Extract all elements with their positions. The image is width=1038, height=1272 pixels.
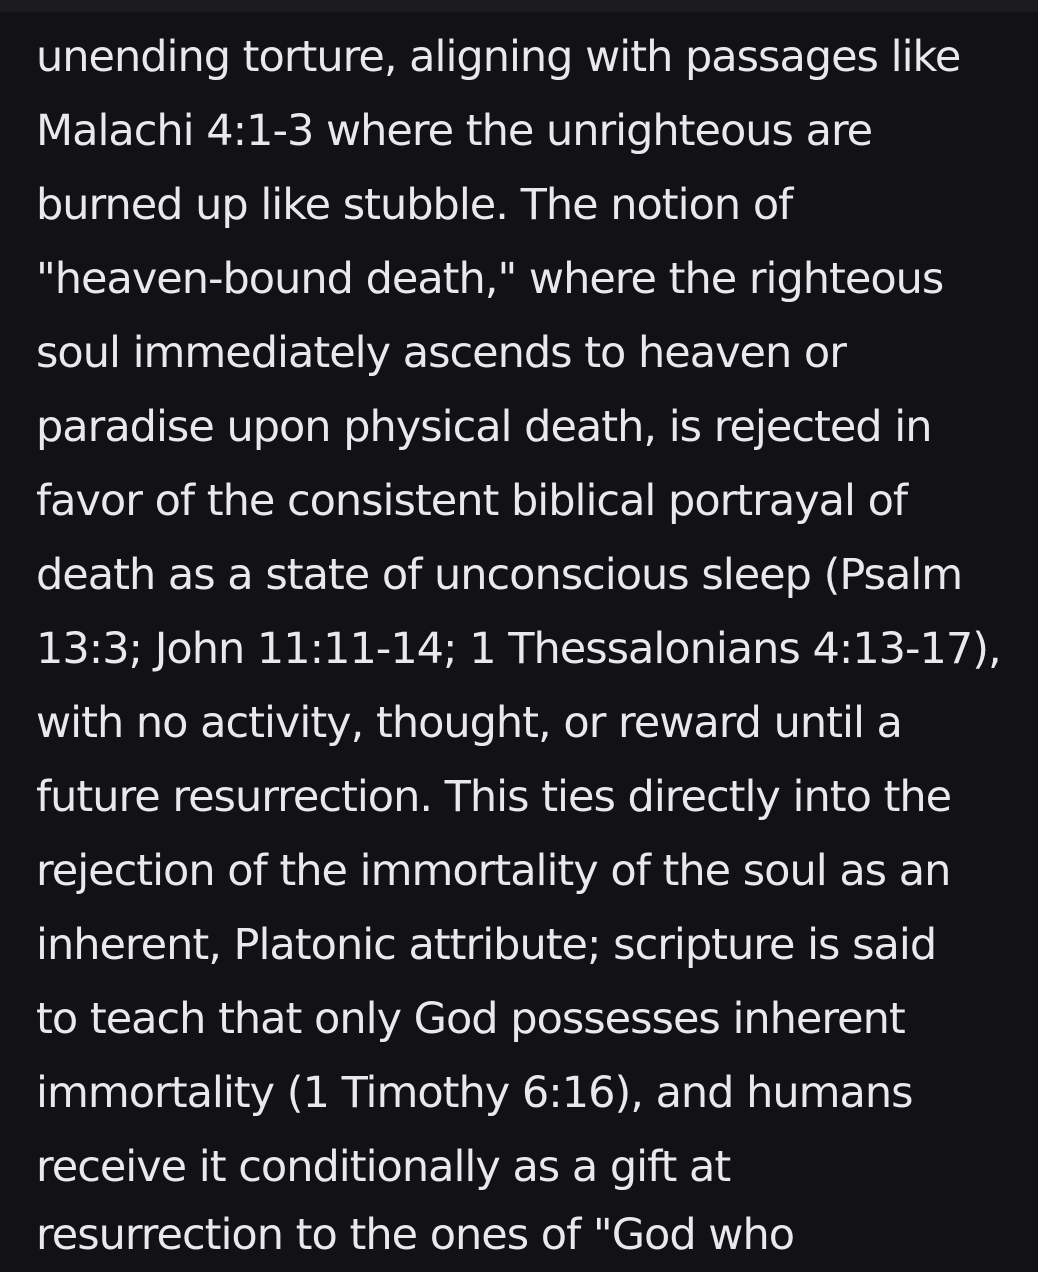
text-line: death as a state of unconscious sleep (Psalm	[36, 550, 963, 600]
text-line: rejection of the immortality of the soul as an	[36, 846, 951, 896]
text-line: 13:3; John 11:11-14; 1 Thessalonians 4:13-17),	[36, 624, 1001, 674]
text-line: with no activity, thought, or reward until a	[36, 698, 902, 748]
text-line: inherent, Platonic attribute; scripture is said	[36, 920, 937, 970]
text-line: soul immediately ascends to heaven or	[36, 328, 846, 378]
top-edge-bar	[0, 0, 1038, 12]
response-text	[36, 20, 1036, 1204]
text-line: future resurrection. This ties directly into the	[36, 772, 952, 822]
text-line: paradise upon physical death, is rejected in	[36, 402, 932, 452]
text-line: "heaven-bound death," where the righteous	[36, 254, 944, 304]
text-line: unending torture, aligning with passages like	[36, 32, 961, 82]
cut-off-text-line: resurrection to the ones of "God who	[36, 1210, 795, 1260]
text-line: favor of the consistent biblical portrayal of	[36, 476, 908, 526]
text-line: burned up like stubble. The notion of	[36, 180, 793, 230]
text-line: to teach that only God possesses inherent	[36, 994, 905, 1044]
text-line: Malachi 4:1-3 where the unrighteous are	[36, 106, 873, 156]
text-line: immortality (1 Timothy 6:16), and humans	[36, 1068, 913, 1118]
text-line: receive it conditionally as a gift at	[36, 1142, 731, 1192]
